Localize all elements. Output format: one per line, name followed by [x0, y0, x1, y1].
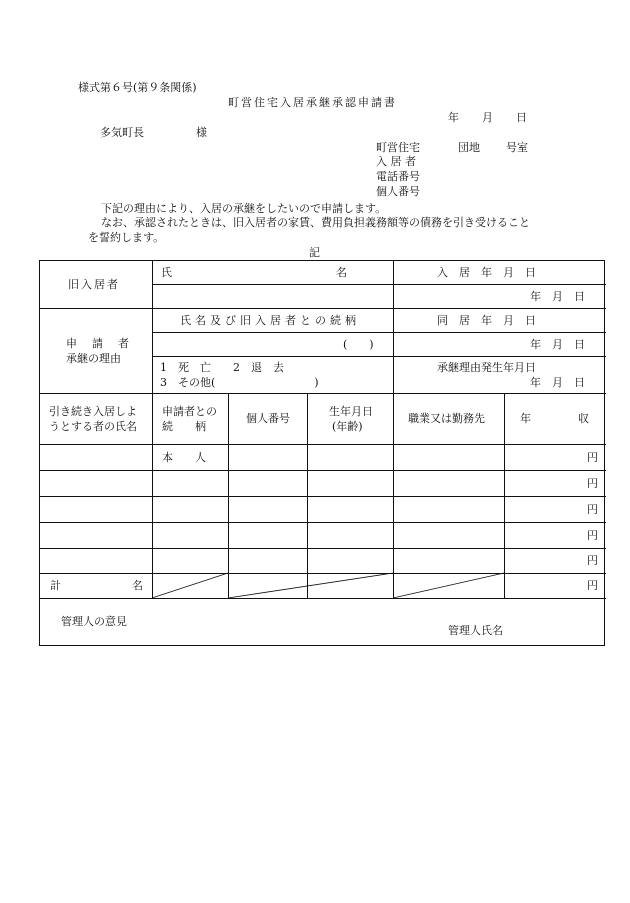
col-header-personal-number: 個人番号 [246, 412, 290, 425]
date-day-label: 日 [516, 111, 527, 124]
col-header-birth-1: 生年月日 [329, 405, 373, 418]
col-header-name-1: 引き続き入居しよ [49, 405, 137, 418]
name-label-left: 氏 [161, 266, 172, 279]
relation-header: 氏名及び旧入居者との続柄 [180, 314, 360, 327]
col-header-income-2: 収 [578, 412, 589, 425]
date-month-label: 月 [482, 111, 493, 124]
movein-date-label: 入 居 年 月 日 [437, 266, 536, 279]
reason-label: 承継の理由 [66, 352, 121, 365]
applicant-label: 申 請 者 [66, 337, 131, 350]
col-header-income-1: 年 [520, 412, 531, 425]
col-header-relation-1: 申請者との [162, 405, 217, 418]
col-header-relation-2: 続 柄 [162, 420, 206, 433]
total-label: 計 [50, 579, 61, 592]
former-resident-label: 旧入居者 [68, 278, 120, 291]
reason-date-label: 承継理由発生年月日 [437, 361, 536, 374]
col-header-name-2: うとする者の氏名 [49, 420, 137, 433]
cohabit-ymd: 年 月 日 [530, 338, 585, 351]
col-header-birth-2: (年齢) [332, 420, 363, 433]
manager-opinion-label: 管理人の意見 [61, 615, 127, 628]
phone-label: 電話番号 [376, 170, 420, 183]
relation-paren: ( ) [343, 338, 374, 351]
body-line-3: を誓約します。 [88, 231, 165, 244]
date-year-label: 年 [448, 111, 459, 124]
yen-row-2: 円 [587, 477, 598, 490]
form-number: 様式第６号(第９条関係) [78, 81, 197, 94]
body-line-2: なお、承認されたときは、旧入居者の家賃、費用負担義務額等の債務を引き受けること [101, 216, 530, 229]
housing-label: 町営住宅 [376, 141, 420, 154]
reason-options-line-2: 3 その他( ) [160, 376, 319, 389]
reason-options-line-1: 1 死 亡 2 退 去 [160, 361, 284, 374]
body-line-1: 下記の理由により、入居の承継をしたいので申請します。 [101, 202, 387, 215]
yen-row-1: 円 [587, 451, 598, 464]
yen-row-3: 円 [587, 503, 598, 516]
total-count-label: 名 [132, 579, 143, 592]
honnin-label: 本 人 [162, 451, 206, 464]
yen-row-4: 円 [587, 529, 598, 542]
reason-ymd: 年 月 日 [530, 376, 585, 389]
cohabit-date-label: 同 居 年 月 日 [437, 314, 536, 327]
ki-label: 記 [309, 246, 320, 259]
document-title: 町営住宅入居承継承認申請書 [228, 96, 397, 109]
room-label: 号室 [506, 141, 528, 154]
col-header-occupation: 職業又は勤務先 [408, 412, 485, 425]
manager-name-label: 管理人氏名 [448, 624, 503, 637]
danchi-label: 団地 [458, 141, 480, 154]
personal-number-label: 個人番号 [376, 185, 420, 198]
yen-row-5: 円 [587, 554, 598, 567]
name-label-right: 名 [336, 266, 347, 279]
yen-total: 円 [587, 579, 598, 592]
addressee: 多気町長 [100, 126, 144, 139]
honorific: 様 [196, 126, 207, 139]
resident-label: 入 居 者 [376, 155, 416, 168]
movein-ymd: 年 月 日 [530, 290, 585, 303]
